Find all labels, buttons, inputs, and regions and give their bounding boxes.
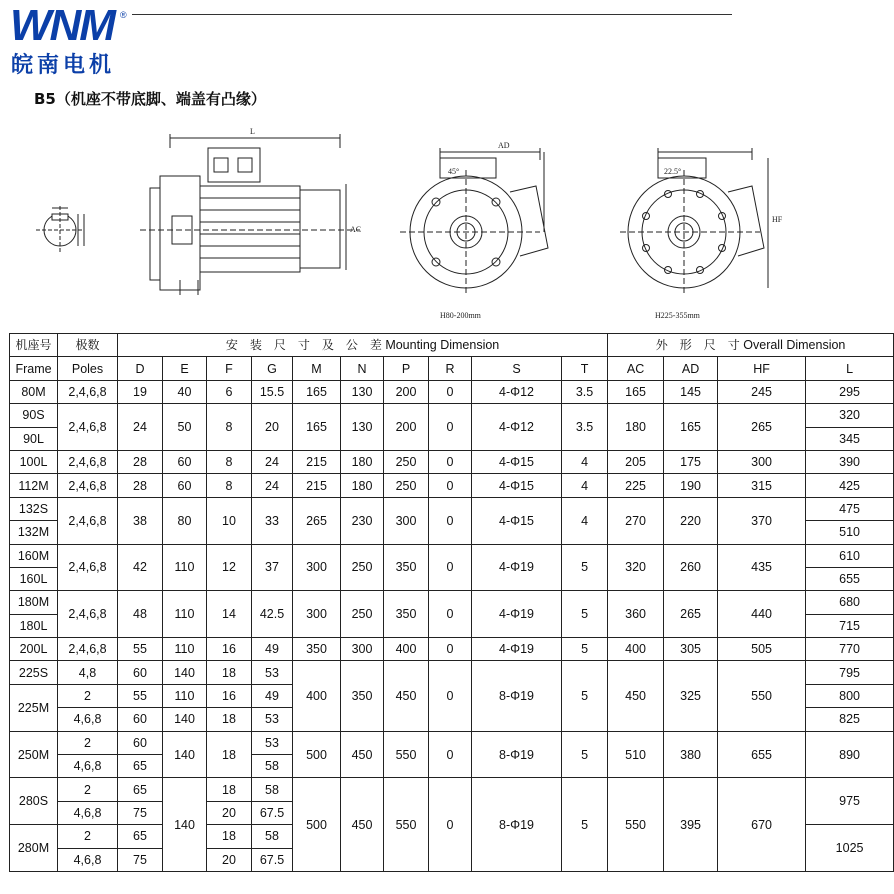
cell-frame: 250M bbox=[10, 731, 58, 778]
cell-g: 53 bbox=[252, 661, 293, 684]
cell-ad: 325 bbox=[664, 661, 718, 731]
cell-poles: 2 bbox=[58, 778, 118, 801]
front-view-small bbox=[400, 148, 548, 296]
cell-p: 200 bbox=[384, 404, 429, 451]
cell-s: 4-Φ12 bbox=[472, 404, 562, 451]
cell-l: 655 bbox=[806, 567, 894, 590]
cell-poles: 4,6,8 bbox=[58, 801, 118, 824]
cell-l: 295 bbox=[806, 380, 894, 403]
cell-hf: 435 bbox=[718, 544, 806, 591]
cell-r: 0 bbox=[429, 591, 472, 638]
cell-ad: 145 bbox=[664, 380, 718, 403]
header-row-2 bbox=[10, 357, 894, 380]
cell-d: 60 bbox=[118, 708, 163, 731]
cell-ac: 360 bbox=[608, 591, 664, 638]
col-header-g: G bbox=[252, 357, 293, 380]
cell-p: 350 bbox=[384, 591, 429, 638]
cell-frame: 132M bbox=[10, 521, 58, 544]
cell-d: 60 bbox=[118, 731, 163, 754]
poles-header-cn: 极数 bbox=[58, 334, 118, 357]
cell-frame: 100L bbox=[10, 450, 58, 473]
cell-ac: 270 bbox=[608, 497, 664, 544]
cell-s: 4-Φ12 bbox=[472, 380, 562, 403]
cell-ac: 400 bbox=[608, 638, 664, 661]
cell-ac: 550 bbox=[608, 778, 664, 872]
cell-e: 110 bbox=[163, 591, 207, 638]
cell-s: 4-Φ19 bbox=[472, 544, 562, 591]
small-view-angle: 45° bbox=[448, 167, 460, 176]
cell-ac: 320 bbox=[608, 544, 664, 591]
cell-r: 0 bbox=[429, 474, 472, 497]
cell-e: 60 bbox=[163, 450, 207, 473]
cell-f: 12 bbox=[207, 544, 252, 591]
cell-g: 49 bbox=[252, 684, 293, 707]
cell-m: 400 bbox=[293, 661, 341, 731]
cell-g: 67.5 bbox=[252, 848, 293, 871]
cell-t: 5 bbox=[562, 638, 608, 661]
cell-p: 550 bbox=[384, 731, 429, 778]
frame-header-en: Frame bbox=[10, 357, 58, 380]
cell-e: 40 bbox=[163, 380, 207, 403]
cell-ac: 205 bbox=[608, 450, 664, 473]
table-row-80m bbox=[10, 380, 894, 403]
cell-hf: 315 bbox=[718, 474, 806, 497]
cell-g: 24 bbox=[252, 474, 293, 497]
cell-f: 14 bbox=[207, 591, 252, 638]
cell-m: 215 bbox=[293, 474, 341, 497]
col-header-t: T bbox=[562, 357, 608, 380]
cell-f: 18 bbox=[207, 731, 252, 778]
cell-t: 5 bbox=[562, 661, 608, 731]
cell-g: 53 bbox=[252, 708, 293, 731]
cell-frame: 225S bbox=[10, 661, 58, 684]
cell-ad: 305 bbox=[664, 638, 718, 661]
cell-frame: 112M bbox=[10, 474, 58, 497]
col-header-hf: HF bbox=[718, 357, 806, 380]
cell-g: 42.5 bbox=[252, 591, 293, 638]
brand-logo bbox=[10, 1, 140, 78]
cell-p: 550 bbox=[384, 778, 429, 872]
cell-f: 16 bbox=[207, 684, 252, 707]
header-rule bbox=[132, 14, 732, 15]
cell-l: 680 bbox=[806, 591, 894, 614]
cell-frame: 132S bbox=[10, 497, 58, 520]
cell-d: 65 bbox=[118, 825, 163, 848]
cell-e: 140 bbox=[163, 661, 207, 684]
table-row-200l bbox=[10, 638, 894, 661]
cell-d: 48 bbox=[118, 591, 163, 638]
cell-ac: 180 bbox=[608, 404, 664, 451]
col-header-e: E bbox=[163, 357, 207, 380]
table-row-160m bbox=[10, 544, 894, 567]
cell-e: 60 bbox=[163, 474, 207, 497]
cell-ad: 260 bbox=[664, 544, 718, 591]
cell-poles: 4,6,8 bbox=[58, 755, 118, 778]
frame-header-cn: 机座号 bbox=[10, 334, 58, 357]
cell-d: 38 bbox=[118, 497, 163, 544]
cell-poles: 2 bbox=[58, 825, 118, 848]
cell-frame: 200L bbox=[10, 638, 58, 661]
cell-d: 28 bbox=[118, 474, 163, 497]
cell-e: 50 bbox=[163, 404, 207, 451]
cell-d: 75 bbox=[118, 801, 163, 824]
cell-m: 265 bbox=[293, 497, 341, 544]
cell-e: 110 bbox=[163, 684, 207, 707]
cell-ad: 175 bbox=[664, 450, 718, 473]
cell-l: 320 bbox=[806, 404, 894, 427]
cell-g: 20 bbox=[252, 404, 293, 451]
cell-l: 975 bbox=[806, 778, 894, 825]
cell-hf: 265 bbox=[718, 404, 806, 451]
cell-frame: 160L bbox=[10, 567, 58, 590]
large-view-angle: 22.5° bbox=[664, 167, 682, 176]
cell-s: 4-Φ15 bbox=[472, 474, 562, 497]
cell-l: 510 bbox=[806, 521, 894, 544]
cell-d: 55 bbox=[118, 684, 163, 707]
cell-l: 800 bbox=[806, 684, 894, 707]
cell-frame: 160M bbox=[10, 544, 58, 567]
cell-g: 33 bbox=[252, 497, 293, 544]
cell-s: 4-Φ15 bbox=[472, 450, 562, 473]
cell-p: 350 bbox=[384, 544, 429, 591]
cell-hf: 300 bbox=[718, 450, 806, 473]
cell-poles: 4,6,8 bbox=[58, 848, 118, 871]
table-row-132s bbox=[10, 497, 894, 520]
cell-g: 58 bbox=[252, 778, 293, 801]
cell-f: 20 bbox=[207, 848, 252, 871]
cell-poles: 4,8 bbox=[58, 661, 118, 684]
cell-r: 0 bbox=[429, 380, 472, 403]
cell-g: 15.5 bbox=[252, 380, 293, 403]
cell-hf: 370 bbox=[718, 497, 806, 544]
cell-ad: 380 bbox=[664, 731, 718, 778]
cell-poles: 2,4,6,8 bbox=[58, 638, 118, 661]
cell-p: 400 bbox=[384, 638, 429, 661]
cell-r: 0 bbox=[429, 778, 472, 872]
cell-m: 215 bbox=[293, 450, 341, 473]
cell-l: 825 bbox=[806, 708, 894, 731]
cell-d: 75 bbox=[118, 848, 163, 871]
table-row-112m bbox=[10, 474, 894, 497]
cell-g: 49 bbox=[252, 638, 293, 661]
table-row-90s bbox=[10, 404, 894, 427]
cell-l: 610 bbox=[806, 544, 894, 567]
cell-r: 0 bbox=[429, 661, 472, 731]
table-row-250m-2 bbox=[10, 731, 894, 754]
cell-frame: 280S bbox=[10, 778, 58, 825]
large-view-caption: H225-355mm bbox=[655, 311, 700, 320]
side-view-dim-ac: AC bbox=[350, 225, 362, 234]
cell-f: 18 bbox=[207, 661, 252, 684]
cell-t: 3.5 bbox=[562, 404, 608, 451]
cell-r: 0 bbox=[429, 731, 472, 778]
cell-l: 475 bbox=[806, 497, 894, 520]
cell-hf: 505 bbox=[718, 638, 806, 661]
cell-d: 65 bbox=[118, 778, 163, 801]
front-view-large bbox=[620, 148, 768, 296]
cell-t: 4 bbox=[562, 497, 608, 544]
cell-d: 60 bbox=[118, 661, 163, 684]
mounting-header: 安 装 尺 寸 及 公 差 Mounting Dimension bbox=[118, 334, 608, 357]
cell-f: 8 bbox=[207, 404, 252, 451]
cell-poles: 2,4,6,8 bbox=[58, 450, 118, 473]
cell-p: 250 bbox=[384, 450, 429, 473]
cell-poles: 2,4,6,8 bbox=[58, 404, 118, 451]
cell-ac: 165 bbox=[608, 380, 664, 403]
col-header-p: P bbox=[384, 357, 429, 380]
cell-hf: 655 bbox=[718, 731, 806, 778]
small-view-dim-ad: AD bbox=[498, 141, 510, 150]
cell-l: 1025 bbox=[806, 825, 894, 872]
cell-g: 53 bbox=[252, 731, 293, 754]
table-row-225s bbox=[10, 661, 894, 684]
logo-mark: WNM bbox=[10, 1, 114, 50]
large-view-dim-hf: HF bbox=[772, 215, 783, 224]
cell-poles: 2 bbox=[58, 731, 118, 754]
cell-f: 6 bbox=[207, 380, 252, 403]
cell-poles: 2,4,6,8 bbox=[58, 544, 118, 591]
cell-l: 795 bbox=[806, 661, 894, 684]
cell-d: 19 bbox=[118, 380, 163, 403]
cell-e: 140 bbox=[163, 708, 207, 731]
table-row-280s-2 bbox=[10, 778, 894, 801]
cell-s: 4-Φ19 bbox=[472, 591, 562, 638]
cell-n: 450 bbox=[341, 778, 384, 872]
cell-f: 18 bbox=[207, 708, 252, 731]
cell-m: 500 bbox=[293, 731, 341, 778]
cell-s: 8-Φ19 bbox=[472, 661, 562, 731]
cell-s: 8-Φ19 bbox=[472, 778, 562, 872]
cell-n: 450 bbox=[341, 731, 384, 778]
cell-l: 715 bbox=[806, 614, 894, 637]
col-header-n: N bbox=[341, 357, 384, 380]
side-view-drawing bbox=[140, 134, 360, 295]
cell-poles: 2,4,6,8 bbox=[58, 474, 118, 497]
cell-f: 18 bbox=[207, 778, 252, 801]
cell-r: 0 bbox=[429, 404, 472, 451]
cell-ac: 225 bbox=[608, 474, 664, 497]
cell-p: 250 bbox=[384, 474, 429, 497]
cell-t: 5 bbox=[562, 591, 608, 638]
cell-s: 8-Φ19 bbox=[472, 731, 562, 778]
col-header-s: S bbox=[472, 357, 562, 380]
cell-n: 130 bbox=[341, 380, 384, 403]
cell-hf: 670 bbox=[718, 778, 806, 872]
cell-g: 37 bbox=[252, 544, 293, 591]
cell-d: 55 bbox=[118, 638, 163, 661]
cell-t: 5 bbox=[562, 731, 608, 778]
cell-f: 8 bbox=[207, 474, 252, 497]
brand-chinese-name: 皖南电机 bbox=[11, 53, 116, 78]
cell-hf: 245 bbox=[718, 380, 806, 403]
cell-m: 165 bbox=[293, 404, 341, 451]
cell-t: 4 bbox=[562, 450, 608, 473]
dimension-table bbox=[9, 333, 894, 872]
cell-frame: 225M bbox=[10, 684, 58, 731]
cell-s: 4-Φ19 bbox=[472, 638, 562, 661]
cell-l: 890 bbox=[806, 731, 894, 778]
cell-d: 65 bbox=[118, 755, 163, 778]
cell-e: 140 bbox=[163, 778, 207, 872]
cell-ad: 165 bbox=[664, 404, 718, 451]
cell-g: 24 bbox=[252, 450, 293, 473]
cell-n: 350 bbox=[341, 661, 384, 731]
overall-header: 外 形 尺 寸 Overall Dimension bbox=[608, 334, 894, 357]
col-header-ac: AC bbox=[608, 357, 664, 380]
cell-e: 80 bbox=[163, 497, 207, 544]
cell-p: 200 bbox=[384, 380, 429, 403]
col-header-l: L bbox=[806, 357, 894, 380]
cell-f: 16 bbox=[207, 638, 252, 661]
col-header-m: M bbox=[293, 357, 341, 380]
col-header-f: F bbox=[207, 357, 252, 380]
col-header-ad: AD bbox=[664, 357, 718, 380]
cell-ad: 220 bbox=[664, 497, 718, 544]
cell-m: 500 bbox=[293, 778, 341, 872]
cell-hf: 440 bbox=[718, 591, 806, 638]
small-view-caption: H80-200mm bbox=[440, 311, 481, 320]
cell-frame: 180M bbox=[10, 591, 58, 614]
cell-t: 5 bbox=[562, 778, 608, 872]
side-view-dim-l: L bbox=[250, 127, 255, 136]
cell-g: 58 bbox=[252, 755, 293, 778]
cell-poles: 2,4,6,8 bbox=[58, 497, 118, 544]
cell-d: 24 bbox=[118, 404, 163, 451]
cell-frame: 180L bbox=[10, 614, 58, 637]
cell-hf: 550 bbox=[718, 661, 806, 731]
cell-l: 770 bbox=[806, 638, 894, 661]
cell-l: 425 bbox=[806, 474, 894, 497]
cell-f: 10 bbox=[207, 497, 252, 544]
cell-t: 5 bbox=[562, 544, 608, 591]
cell-r: 0 bbox=[429, 497, 472, 544]
cell-poles: 4,6,8 bbox=[58, 708, 118, 731]
cell-l: 345 bbox=[806, 427, 894, 450]
cell-r: 0 bbox=[429, 450, 472, 473]
cell-t: 4 bbox=[562, 474, 608, 497]
technical-drawings bbox=[0, 120, 800, 330]
cell-d: 42 bbox=[118, 544, 163, 591]
cell-m: 300 bbox=[293, 544, 341, 591]
cell-n: 180 bbox=[341, 450, 384, 473]
cell-r: 0 bbox=[429, 638, 472, 661]
cell-frame: 80M bbox=[10, 380, 58, 403]
cell-e: 140 bbox=[163, 731, 207, 778]
col-header-d: D bbox=[118, 357, 163, 380]
cell-p: 300 bbox=[384, 497, 429, 544]
cell-l: 390 bbox=[806, 450, 894, 473]
cell-n: 230 bbox=[341, 497, 384, 544]
registered-mark: ® bbox=[120, 10, 127, 20]
cell-ad: 395 bbox=[664, 778, 718, 872]
shaft-key-detail bbox=[36, 206, 84, 254]
cell-poles: 2 bbox=[58, 684, 118, 707]
cell-ad: 190 bbox=[664, 474, 718, 497]
cell-n: 180 bbox=[341, 474, 384, 497]
cell-ac: 450 bbox=[608, 661, 664, 731]
cell-ac: 510 bbox=[608, 731, 664, 778]
cell-f: 18 bbox=[207, 825, 252, 848]
cell-f: 20 bbox=[207, 801, 252, 824]
table-row-180m bbox=[10, 591, 894, 614]
cell-f: 8 bbox=[207, 450, 252, 473]
cell-g: 58 bbox=[252, 825, 293, 848]
section-title: B5（机座不带底脚、端盖有凸缘） bbox=[34, 90, 266, 108]
cell-frame: 90L bbox=[10, 427, 58, 450]
cell-p: 450 bbox=[384, 661, 429, 731]
cell-frame: 90S bbox=[10, 404, 58, 427]
cell-m: 350 bbox=[293, 638, 341, 661]
col-header-r: R bbox=[429, 357, 472, 380]
cell-t: 3.5 bbox=[562, 380, 608, 403]
cell-poles: 2,4,6,8 bbox=[58, 591, 118, 638]
cell-m: 165 bbox=[293, 380, 341, 403]
table-row-100l bbox=[10, 450, 894, 473]
cell-m: 300 bbox=[293, 591, 341, 638]
cell-n: 300 bbox=[341, 638, 384, 661]
cell-n: 250 bbox=[341, 544, 384, 591]
cell-n: 130 bbox=[341, 404, 384, 451]
cell-n: 250 bbox=[341, 591, 384, 638]
cell-s: 4-Φ15 bbox=[472, 497, 562, 544]
cell-e: 110 bbox=[163, 638, 207, 661]
poles-header-en: Poles bbox=[58, 357, 118, 380]
cell-poles: 2,4,6,8 bbox=[58, 380, 118, 403]
cell-ad: 265 bbox=[664, 591, 718, 638]
cell-g: 67.5 bbox=[252, 801, 293, 824]
cell-d: 28 bbox=[118, 450, 163, 473]
cell-r: 0 bbox=[429, 544, 472, 591]
cell-e: 110 bbox=[163, 544, 207, 591]
header-row-1 bbox=[10, 334, 894, 357]
cell-frame: 280M bbox=[10, 825, 58, 872]
